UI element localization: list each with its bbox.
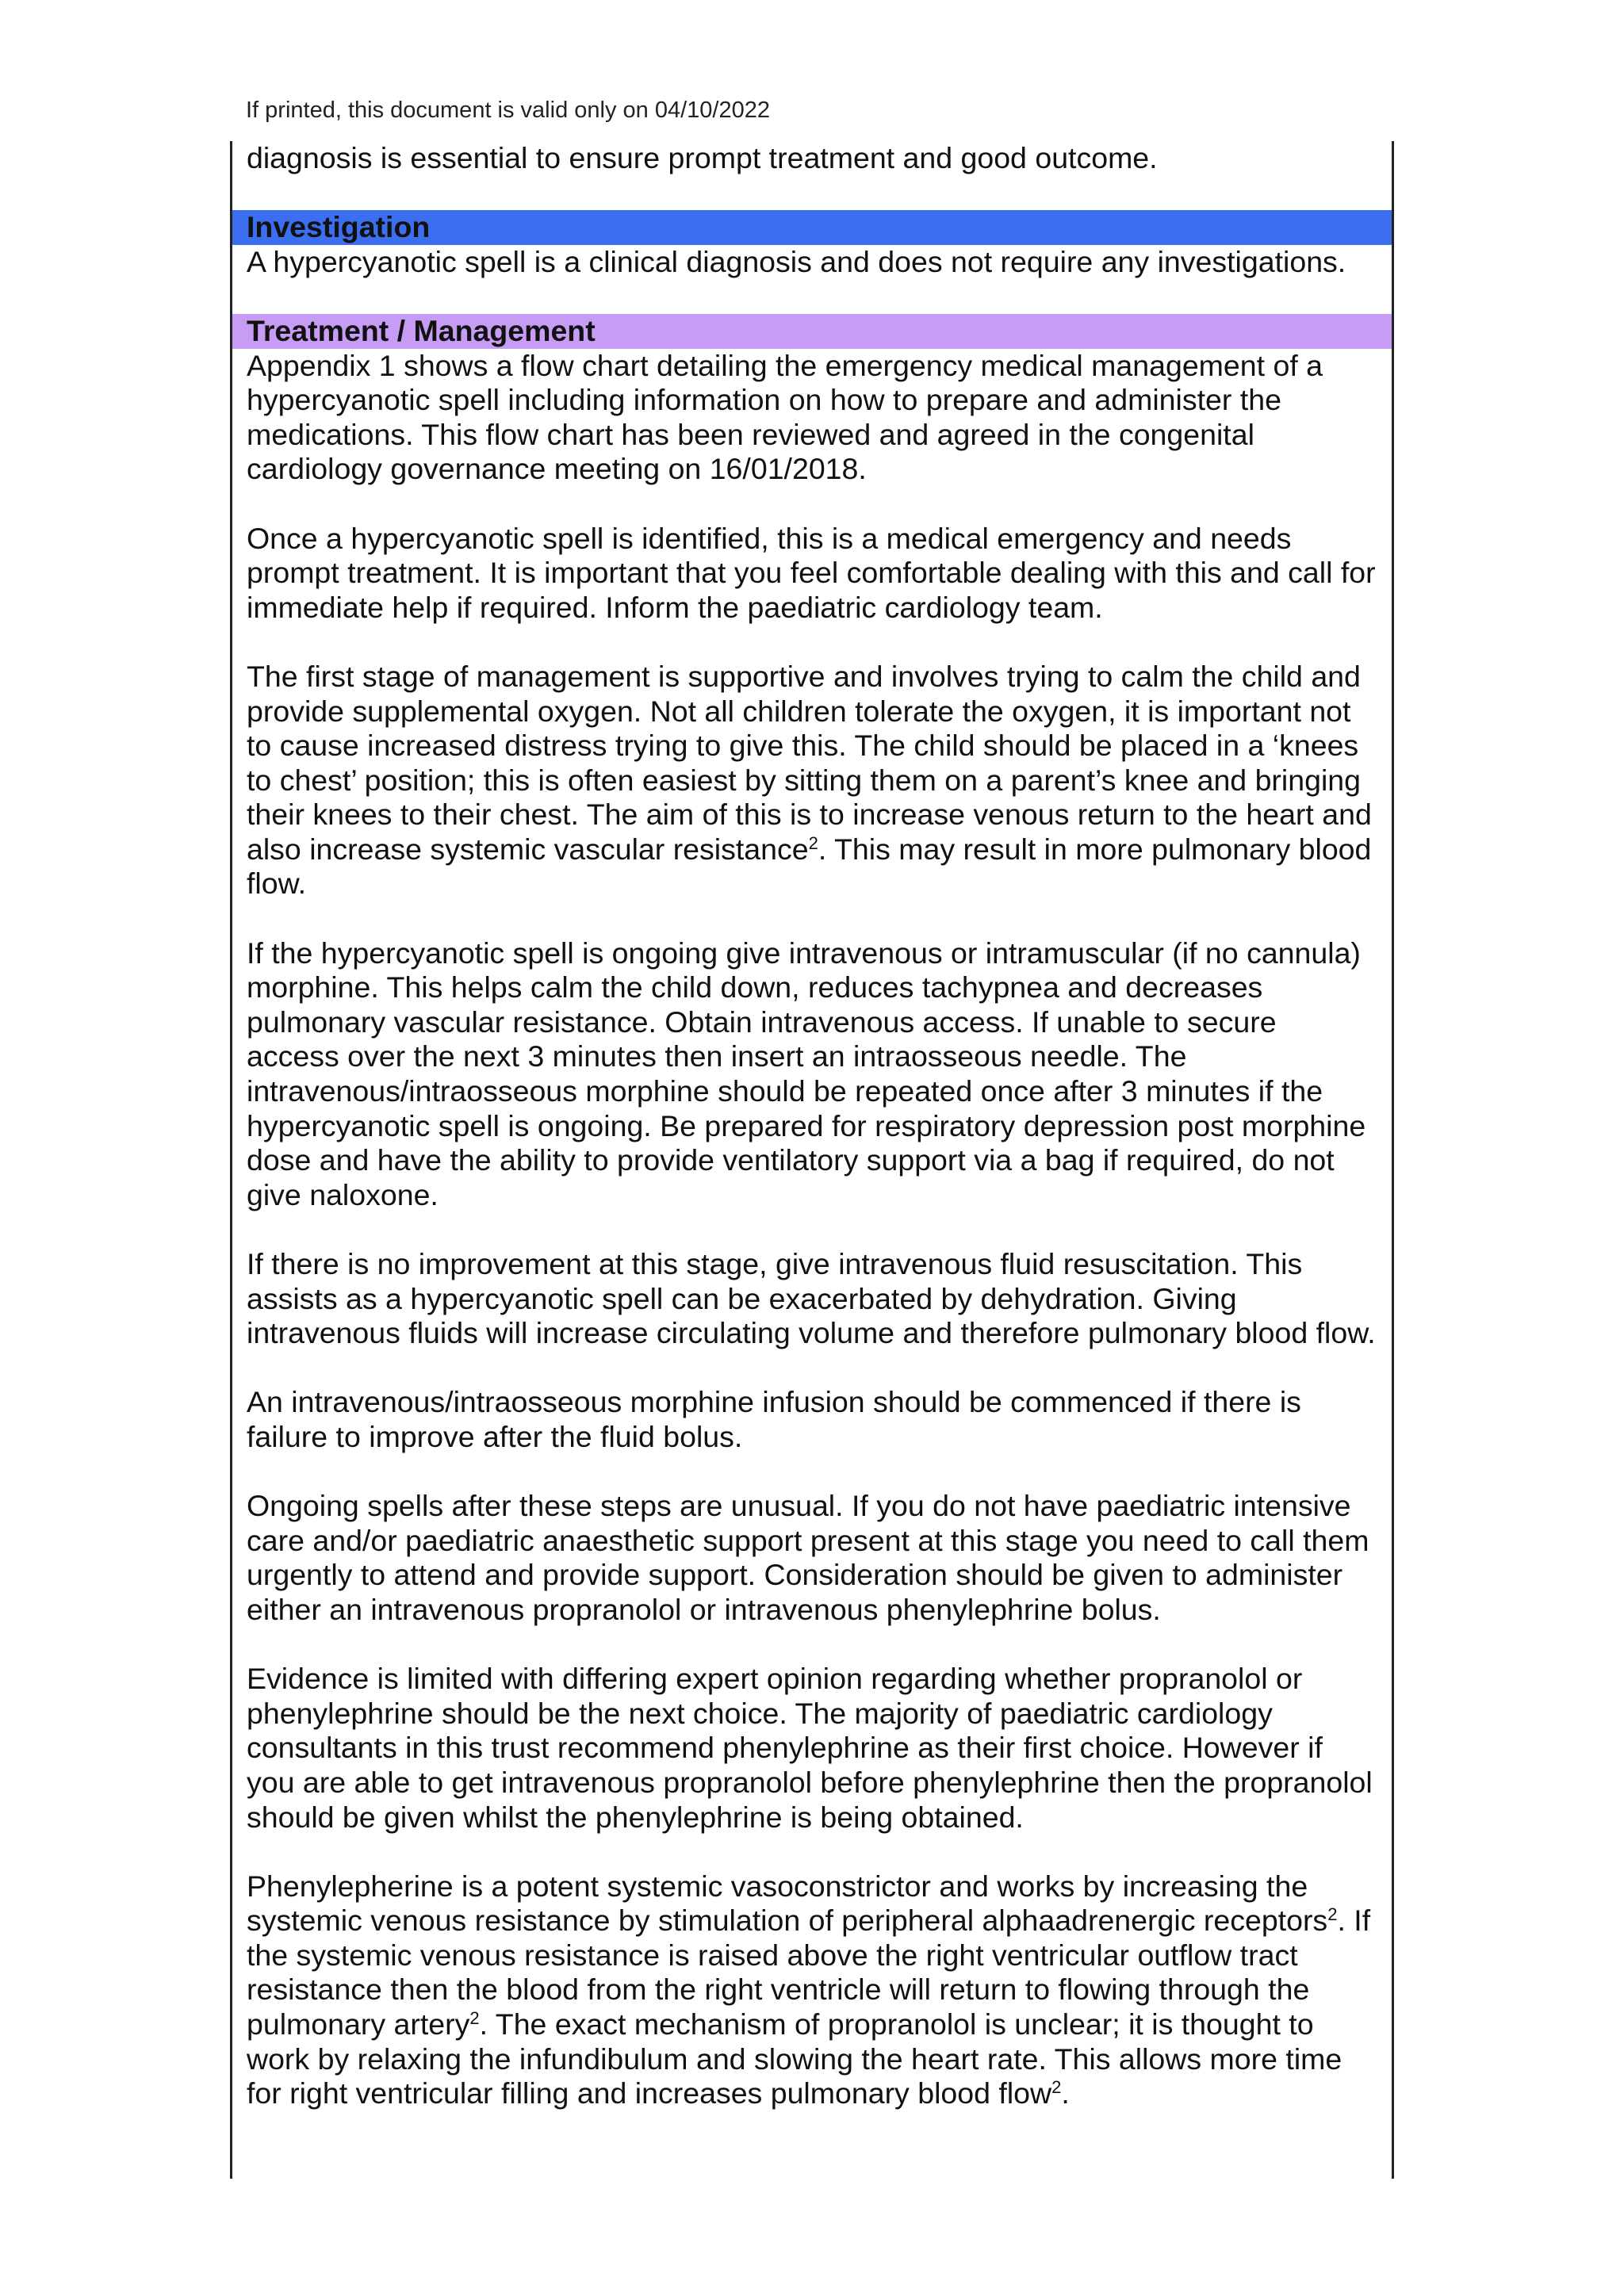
reference-superscript: 2 [808, 832, 818, 853]
paragraph-text: Phenylepherine is a potent systemic vasoconstrictor and works by increasing the systemic venous resistance by stimulation of peripheral alphaadrenergic receptors [247, 1869, 1328, 1938]
document-frame [230, 141, 1394, 2179]
paragraph-text: . The exact mechanism of propranolol is unclear; it is thought to work by relaxing the infundibulum and slowing the heart rate. This allows more time for right ventricular filling and increases pulmonary blood flow [247, 2007, 1342, 2110]
paragraph-text: . This may result in more pulmonary blood flow. [247, 832, 1372, 901]
treatment-paragraph-8: Evidence is limited with differing expert opinion regarding whether propranolol or phenylephrine should be the next choice. The majority of paediatric cardiology consultants in this trust recommend phenylephrine as their first choice. However if you are able to get intravenous propranolol before phenylephrine then the propranolol should be given whilst the phenylephrine is being obtained. [247, 1662, 1373, 1834]
investigation-paragraph: A hypercyanotic spell is a clinical diagnosis and does not require any investigations. [247, 244, 1346, 278]
investigation-heading: Investigation [232, 210, 1392, 245]
document-body [232, 141, 1392, 2145]
reference-superscript: 2 [1327, 1904, 1338, 1925]
treatment-paragraph-7: Ongoing spells after these steps are unusual. If you do not have paediatric intensive care and/or paediatric anaesthetic support present at this stage you need to call them urgently to attend and provide support. Consideration should be given to administer either an intravenous propranolol or intravenous phenylephrine bolus. [247, 1489, 1369, 1626]
treatment-paragraph-5: If there is no improvement at this stage, give intravenous fluid resuscitation. This assists as a hypercyanotic spell can be exacerbated by dehydration. Giving intravenous fluids will increase circulating volume and therefore pulmonary blood flow. [247, 1247, 1376, 1350]
treatment-heading: Treatment / Management [232, 314, 1392, 349]
paragraph-text: . [1061, 2076, 1070, 2110]
treatment-paragraph-3 [247, 660, 1376, 901]
reference-superscript: 2 [469, 2008, 480, 2029]
reference-superscript: 2 [1051, 2077, 1062, 2098]
paragraph-text: . If the systemic venous resistance is raised above the right ventricular outflow tract resistance then the blood from the right ventricle will return to flowing through the pulmonary artery [247, 1904, 1371, 2042]
treatment-paragraph-1: Appendix 1 shows a flow chart detailing the emergency medical management of a hypercyanotic spell including information on how to prepare and administer the medications. This flow chart has been reviewed and agreed in the congenital cardiology governance meeting on 16/01/2018. [247, 348, 1323, 486]
print-validity-note: If printed, this document is valid only on 04/10/2022 [246, 98, 770, 123]
treatment-paragraph-2: Once a hypercyanotic spell is identified, this is a medical emergency and needs prompt treatment. It is important that you feel comfortable dealing with this and call for immediate help if required. Inform the paediatric cardiology team. [247, 521, 1376, 624]
intro-tail-paragraph: diagnosis is essential to ensure prompt treatment and good outcome. [247, 141, 1158, 174]
paragraph-text: The first stage of management is supportive and involves trying to calm the child and provide supplemental oxygen. Not all children tolerate the oxygen, it is important not to cause increased distress trying to give this. The child should be placed in a ‘knees to chest’ position; this is often easiest by sitting them on a parent’s knee and bringing their knees to their chest. The aim of this is to increase venous return to the heart and also increase systemic vascular resistance [247, 659, 1372, 866]
treatment-paragraph-4: If the hypercyanotic spell is ongoing give intravenous or intramuscular (if no cannula) morphine. This helps calm the child down, reduces tachypnea and decreases pulmonary vascular resistance. Obtain intravenous access. If unable to secure access over the next 3 minutes then insert an intraosseous needle. The intravenous/intraosseous morphine should be repeated once after 3 minutes if the hypercyanotic spell is ongoing. Be prepared for respiratory depression post morphine dose and have the ability to provide ventilatory support via a bag if required, do not give naloxone. [247, 936, 1366, 1211]
treatment-paragraph-6: An intravenous/intraosseous morphine infusion should be commenced if there is failure to improve after the fluid bolus. [247, 1385, 1301, 1453]
treatment-paragraph-9 [247, 1869, 1376, 2111]
